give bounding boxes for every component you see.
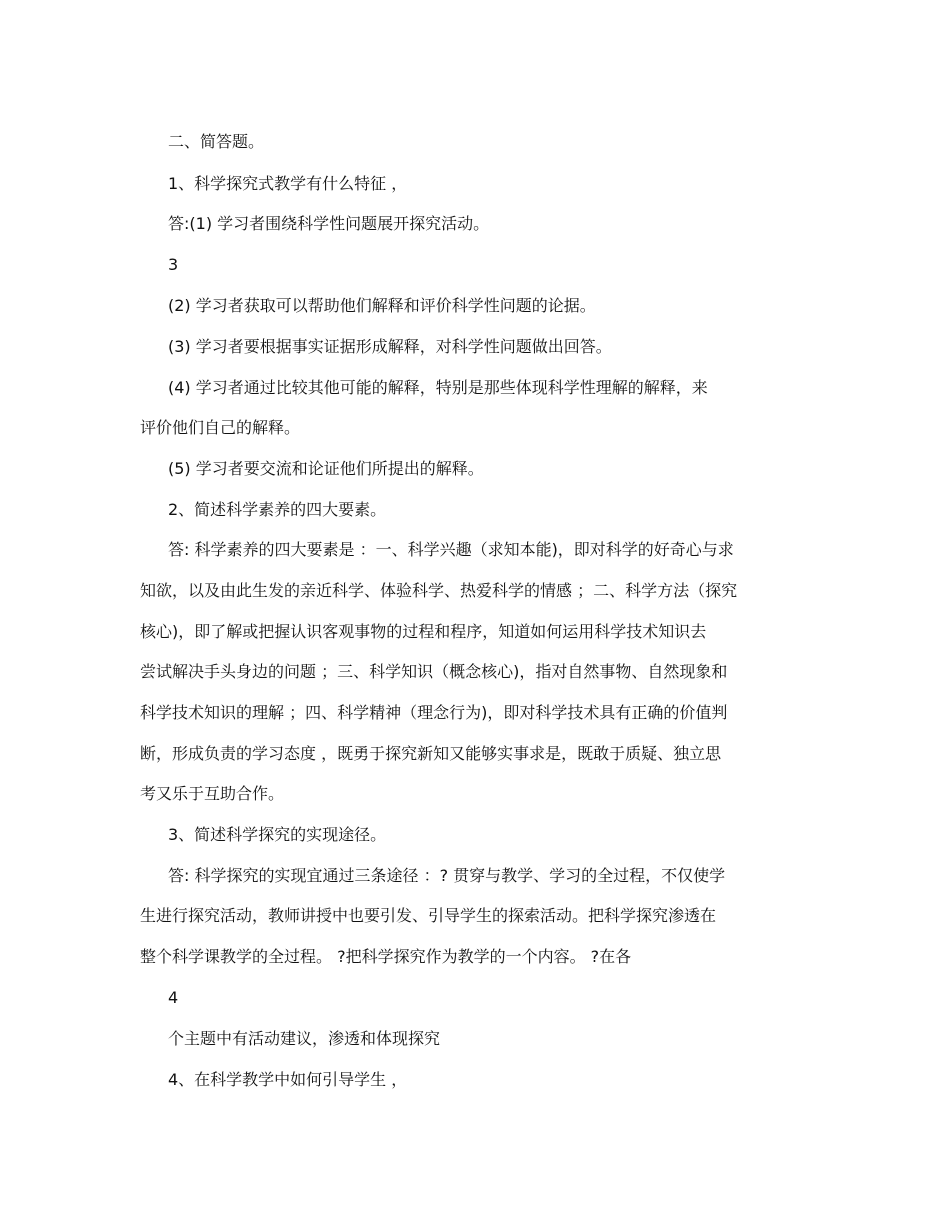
answer-line: 答: 科学探究的实现宜通过三条途径 ：? 贯穿与教学、学习的全过程，不仅使学 <box>168 866 726 885</box>
question-2: 2、简述科学素养的四大要素。 <box>168 500 387 519</box>
answer-line: (3) 学习者要根据事实证据形成解释，对科学性问题做出回答。 <box>168 337 612 356</box>
section-heading: 二、简答题。 <box>168 132 265 151</box>
answer-line: 答: 科学素养的四大要素是 ：一、科学兴趣（求知本能)，即对科学的好奇心与求 <box>168 540 734 559</box>
question-3: 3、简述科学探究的实现途径。 <box>168 825 387 844</box>
answer-line: 核心)，即了解或把握认识客观事物的过程和程序，知道如何运用科学技术知识去 <box>140 622 707 641</box>
answer-line: 断，形成负责的学习态度 ，既勇于探究新知又能够实事求是，既敢于质疑、独立思 <box>140 744 722 763</box>
answer-line: 尝试解决手头身边的问题 ；三、科学知识（概念核心)，指对自然事物、自然现象和 <box>140 662 728 681</box>
answer-line: (2) 学习者获取可以帮助他们解释和评价科学性问题的论据。 <box>168 296 596 315</box>
page-number: 3 <box>168 255 179 274</box>
answer-line: 知欲，以及由此生发的亲近科学、体验科学、热爱科学的情感 ；二、科学方法（探究 <box>140 581 738 600</box>
question-4: 4、在科学教学中如何引导学生 ， <box>168 1070 408 1089</box>
answer-line: 科学技术知识的理解 ；四、科学精神（理念行为)，即对科学技术具有正确的价值判 <box>140 703 728 722</box>
page-number: 4 <box>168 988 179 1007</box>
question-1: 1、科学探究式教学有什么特征 ， <box>168 174 408 193</box>
answer-line: 评价他们自己的解释。 <box>140 418 301 437</box>
answer-line: 生进行探究活动，教师讲授中也要引发、引导学生的探索活动。把科学探究渗透在 <box>140 906 717 925</box>
answer-line: (4) 学习者通过比较其他可能的解释，特别是那些体现科学性理解的解释，来 <box>168 378 708 397</box>
answer-line: 个主题中有活动建议，渗透和体现探究 <box>168 1029 441 1048</box>
answer-line: 考又乐于互助合作。 <box>140 784 285 803</box>
answer-line: (5) 学习者要交流和论证他们所提出的解释。 <box>168 459 484 478</box>
answer-line: 整个科学课教学的全过程。 ?把科学探究作为教学的一个内容。 ?在各 <box>140 947 632 966</box>
answer-line: 答:(1) 学习者围绕科学性问题展开探究活动。 <box>168 214 490 233</box>
